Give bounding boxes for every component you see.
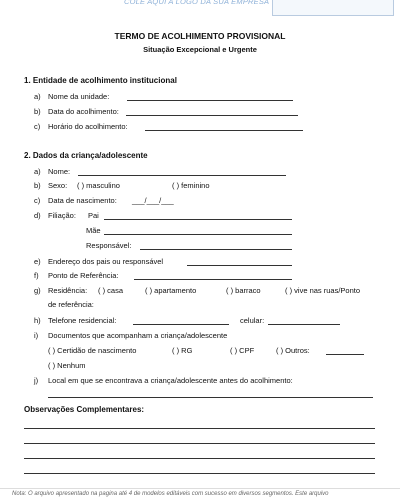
mae-label: Mãe xyxy=(86,226,101,235)
doc-cpf-checkbox[interactable]: ( ) CPF xyxy=(230,346,255,355)
item-text: Data de nascimento: xyxy=(48,196,117,205)
item-label: b) xyxy=(34,181,41,190)
doc-certidao-checkbox[interactable]: ( ) Certidão de nascimento xyxy=(48,346,137,355)
responsavel-label: Responsável: xyxy=(86,241,132,250)
residencia-rua-checkbox[interactable]: ( ) vive nas ruas/Ponto xyxy=(285,286,361,295)
residencia-casa-checkbox[interactable]: ( ) casa xyxy=(98,286,124,295)
item-label: a) xyxy=(34,92,41,101)
item-label: d) xyxy=(34,211,41,220)
logo-placeholder: COLE AQUI A LOGO DA SUA EMPRESA xyxy=(124,0,270,6)
item-label: c) xyxy=(34,196,41,205)
doc-outros-checkbox[interactable]: ( ) Outros: xyxy=(276,346,310,355)
item-text: Horário do acolhimento: xyxy=(48,122,128,131)
responsavel-field[interactable] xyxy=(140,249,292,250)
item-label: b) xyxy=(34,107,41,116)
item-text: Documentos que acompanham a criança/adolescente xyxy=(48,331,228,340)
ponto-referencia-field[interactable] xyxy=(134,279,292,280)
data-acolhimento-field[interactable] xyxy=(126,115,298,116)
residencia-continuation: de referência: xyxy=(48,300,94,309)
sexo-masculino-checkbox[interactable]: ( ) masculino xyxy=(77,181,120,190)
item-text: Nome da unidade: xyxy=(48,92,110,101)
observations-line-1[interactable] xyxy=(24,428,375,429)
instruction-note xyxy=(272,0,394,16)
item-text: Nome: xyxy=(48,167,71,176)
item-local xyxy=(34,376,293,385)
item-label: h) xyxy=(34,316,41,325)
footer-rule xyxy=(0,488,400,489)
item-documentos xyxy=(34,331,227,340)
document-subtitle: Situação Excepcional e Urgente xyxy=(143,45,257,54)
item-text: Endereço dos pais ou responsável xyxy=(48,257,164,266)
endereco-field[interactable] xyxy=(187,265,292,266)
item-text: Sexo: xyxy=(48,181,68,190)
doc-outros-field[interactable] xyxy=(326,354,364,355)
item-text: Ponto de Referência: xyxy=(48,271,119,280)
observations-line-3[interactable] xyxy=(24,458,375,459)
item-label: j) xyxy=(34,376,39,385)
section1-heading: 1. Entidade de acolhimento institucional xyxy=(24,76,177,85)
doc-nenhum-checkbox[interactable]: ( ) Nenhum xyxy=(48,361,86,370)
pai-label: Pai xyxy=(88,211,99,220)
nome-unidade-field[interactable] xyxy=(127,100,293,101)
telefone-field[interactable] xyxy=(133,324,229,325)
nome-field[interactable] xyxy=(78,175,286,176)
observations-line-2[interactable] xyxy=(24,443,375,444)
item-endereco xyxy=(34,257,163,266)
item-nome xyxy=(34,167,70,176)
item-residencia xyxy=(34,286,87,295)
item-text: Telefone residencial: xyxy=(48,316,117,325)
item-sexo xyxy=(34,181,67,190)
document-title: TERMO DE ACOLHIMENTO PROVISIONAL xyxy=(114,31,286,41)
item-filiacao xyxy=(34,211,76,220)
item-label: f) xyxy=(34,271,39,280)
local-field[interactable] xyxy=(48,397,373,398)
item-label: i) xyxy=(34,331,39,340)
residencia-apartamento-checkbox[interactable]: ( ) apartamento xyxy=(145,286,197,295)
data-nascimento-field[interactable]: ___/___/___ xyxy=(132,196,174,205)
item-ponto-referencia xyxy=(34,271,118,280)
celular-label: celular: xyxy=(240,316,265,325)
sexo-feminino-checkbox[interactable]: ( ) feminino xyxy=(172,181,210,190)
item-label: e) xyxy=(34,257,41,266)
footer-note: Nota: O arquivo apresentado na pagina até 4 de modelos editáveis com sucesso em diversos segmentos. Este arquivo xyxy=(12,491,329,497)
item-data-acolhimento xyxy=(34,107,119,116)
item-label: c) xyxy=(34,122,41,131)
pai-field[interactable] xyxy=(104,219,292,220)
celular-field[interactable] xyxy=(268,324,340,325)
item-telefone xyxy=(34,316,116,325)
doc-rg-checkbox[interactable]: ( ) RG xyxy=(172,346,193,355)
observations-line-4[interactable] xyxy=(24,473,375,474)
item-horario-acolhimento xyxy=(34,122,128,131)
item-text: Local em que se encontrava a criança/adolescente antes do acolhimento: xyxy=(48,376,293,385)
observations-heading: Observações Complementares: xyxy=(24,405,145,414)
item-text: Residência: xyxy=(48,286,88,295)
item-text: Filiação: xyxy=(48,211,76,220)
item-nome-unidade xyxy=(34,92,109,101)
item-text: Data do acolhimento: xyxy=(48,107,119,116)
horario-acolhimento-field[interactable] xyxy=(145,130,303,131)
mae-field[interactable] xyxy=(104,234,292,235)
item-data-nascimento xyxy=(34,196,117,205)
section2-heading: 2. Dados da criança/adolescente xyxy=(24,151,148,160)
item-label: a) xyxy=(34,167,41,176)
residencia-barraco-checkbox[interactable]: ( ) barraco xyxy=(226,286,261,295)
item-label: g) xyxy=(34,286,41,295)
